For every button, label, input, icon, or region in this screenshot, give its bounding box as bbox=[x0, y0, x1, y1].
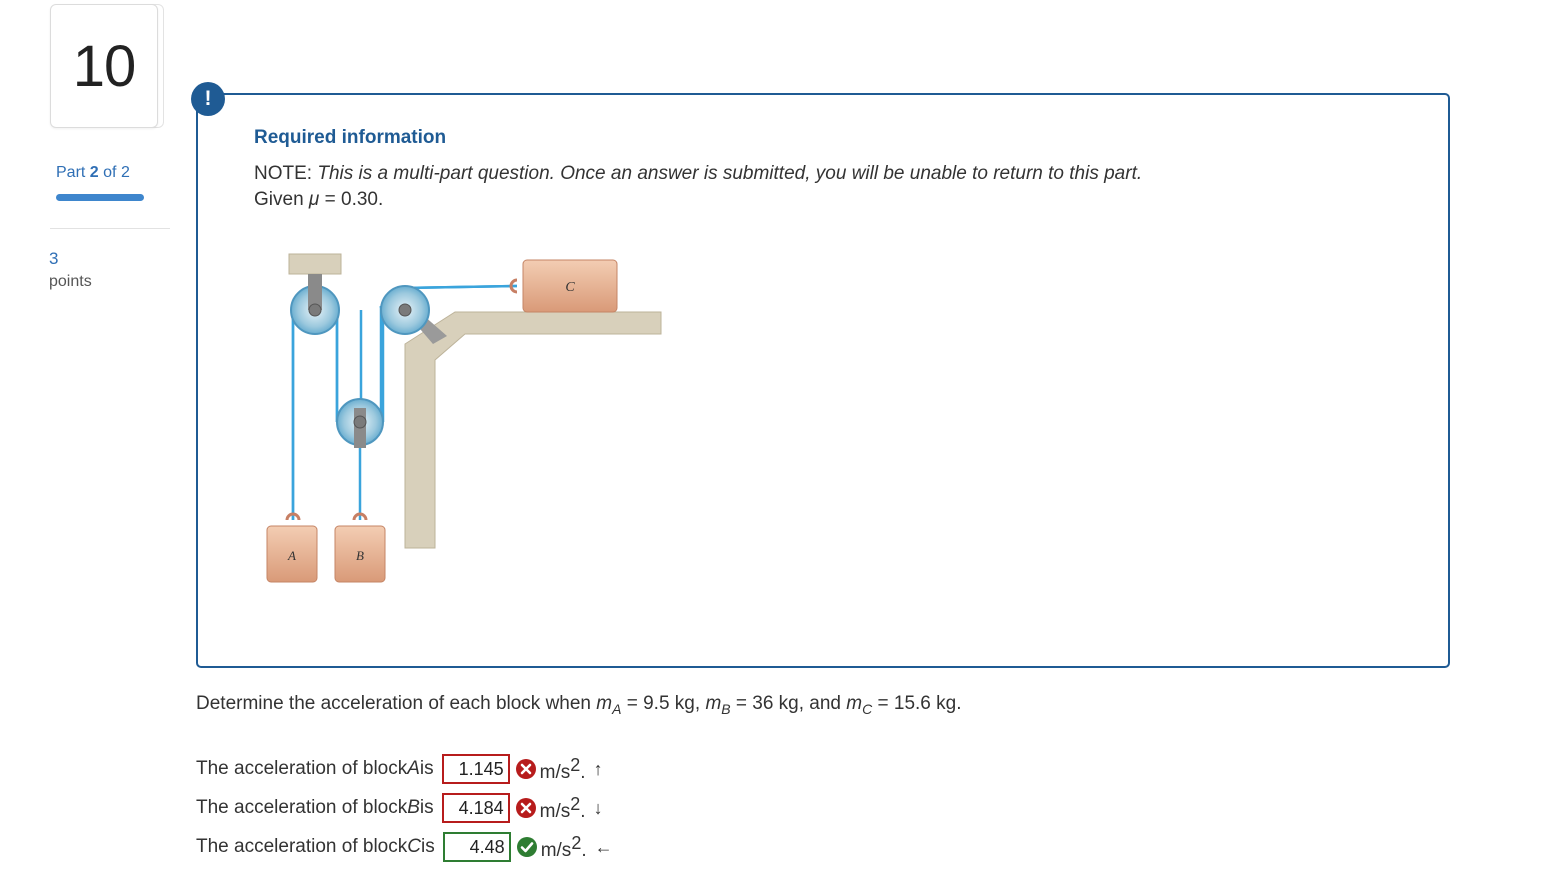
mass-sub-c: C bbox=[862, 701, 873, 717]
x-circle-icon bbox=[516, 798, 536, 818]
part-indicator bbox=[56, 164, 130, 182]
answer-prefix: The acceleration of block bbox=[196, 797, 408, 818]
unit-c bbox=[541, 833, 587, 862]
unit-b bbox=[540, 794, 586, 823]
note-prefix: NOTE: bbox=[254, 163, 318, 184]
down-arrow-icon: ↓ bbox=[593, 797, 603, 818]
question-number: 10 bbox=[50, 4, 158, 128]
mass-symbol-b: m bbox=[705, 693, 722, 714]
unit-text: m/s bbox=[540, 839, 572, 861]
label-b: B bbox=[356, 548, 364, 563]
unit-exponent: 2 bbox=[570, 793, 581, 814]
points-value: 3 bbox=[49, 249, 59, 268]
note-text: This is a multi-part question. Once an answer is submitted, you will be unable to return to this part. bbox=[317, 163, 1143, 184]
unit-period: . bbox=[580, 761, 586, 783]
mass-value-b: = 36 kg, and bbox=[730, 693, 847, 714]
answer-block: A bbox=[407, 758, 420, 779]
rope-to-c bbox=[403, 286, 517, 288]
mu-symbol: μ bbox=[308, 189, 320, 210]
unit-exponent: 2 bbox=[570, 754, 581, 775]
given-value: = 0.30. bbox=[319, 189, 384, 210]
given-prefix: Given bbox=[254, 189, 309, 210]
answer-row-c bbox=[196, 832, 613, 862]
mass-value-a: = 9.5 kg, bbox=[621, 693, 706, 714]
part-progress-bar bbox=[56, 194, 144, 201]
label-c: C bbox=[565, 280, 575, 295]
note-line bbox=[254, 163, 1142, 185]
mass-symbol-a: m bbox=[596, 693, 613, 714]
answer-input-b[interactable]: 4.184 bbox=[442, 793, 510, 823]
x-circle-icon bbox=[516, 759, 536, 779]
unit-a bbox=[540, 755, 586, 784]
question-prompt bbox=[196, 693, 962, 717]
mass-sub-a: A bbox=[612, 701, 622, 717]
answer-suffix: is bbox=[419, 797, 434, 818]
up-arrow-icon: ↑ bbox=[593, 758, 603, 779]
answer-input-c[interactable]: 4.48 bbox=[443, 832, 511, 862]
unit-period: . bbox=[581, 839, 587, 861]
answer-input-a[interactable]: 1.145 bbox=[442, 754, 510, 784]
answer-suffix: is bbox=[420, 836, 435, 857]
exclamation-badge-icon: ! bbox=[191, 82, 225, 116]
mass-sub-b: B bbox=[721, 701, 731, 717]
answer-suffix: is bbox=[419, 758, 434, 779]
points-label: points bbox=[49, 273, 92, 290]
question-number-card bbox=[50, 4, 160, 129]
part-of: of 2 bbox=[103, 164, 130, 181]
unit-text: m/s bbox=[539, 800, 571, 822]
answer-block: C bbox=[407, 836, 421, 857]
answer-row-b bbox=[196, 793, 603, 823]
unit-text: m/s bbox=[539, 761, 571, 783]
given-line bbox=[254, 189, 383, 211]
part-word: Part bbox=[56, 164, 86, 181]
left-arrow-icon: ← bbox=[594, 836, 613, 857]
answer-row-a bbox=[196, 754, 603, 784]
prompt-intro: Determine the acceleration of each block when bbox=[196, 693, 597, 714]
pulley-system-figure bbox=[265, 248, 665, 588]
unit-period: . bbox=[580, 800, 586, 822]
answer-prefix: The acceleration of block bbox=[196, 758, 408, 779]
table-surface bbox=[405, 312, 661, 548]
ceiling-support bbox=[289, 254, 341, 274]
required-information-title: Required information bbox=[254, 127, 447, 148]
part-current: 2 bbox=[89, 164, 99, 181]
label-a: A bbox=[288, 548, 296, 563]
mass-symbol-c: m bbox=[846, 693, 863, 714]
check-circle-icon bbox=[517, 837, 537, 857]
mass-value-c: = 15.6 kg. bbox=[872, 693, 962, 714]
left-divider bbox=[50, 228, 170, 229]
unit-exponent: 2 bbox=[571, 832, 582, 853]
answer-prefix: The acceleration of block bbox=[196, 836, 408, 857]
answer-block: B bbox=[407, 797, 420, 818]
